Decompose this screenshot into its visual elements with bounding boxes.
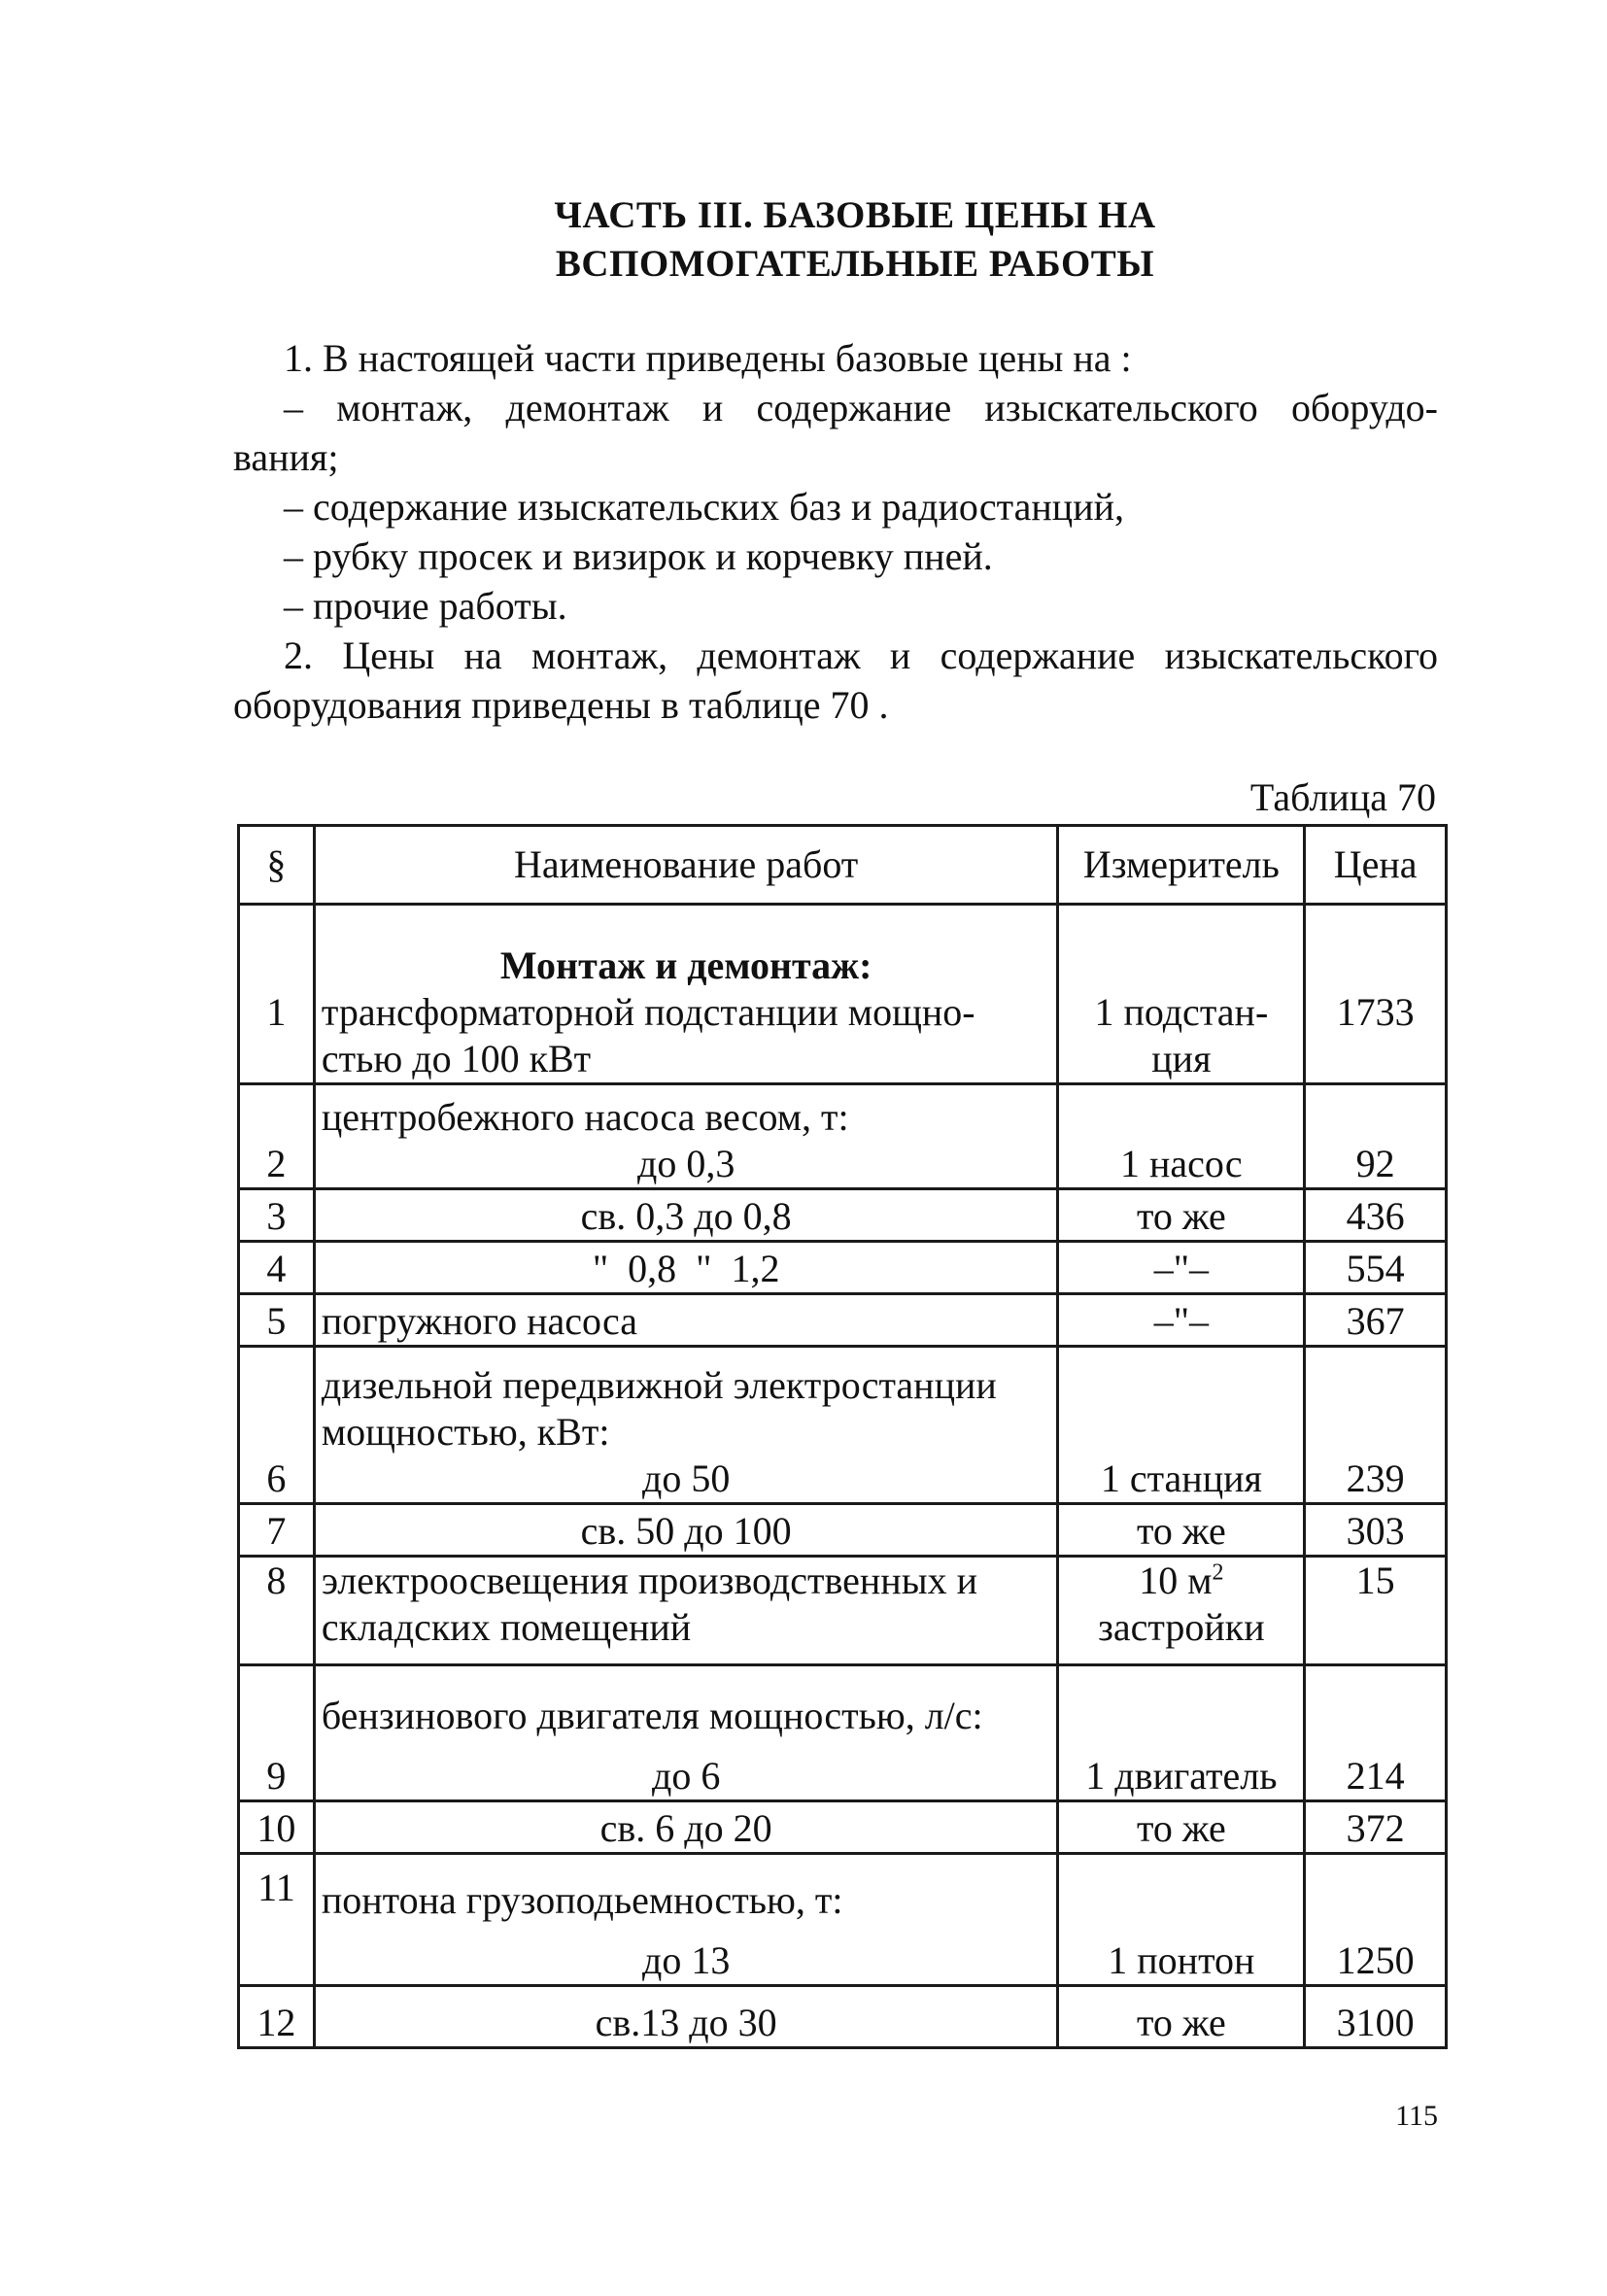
section-heading-line-1: ЧАСТЬ III. БАЗОВЫЕ ЦЕНЫ НА [554,194,1156,236]
intro-line-4: – содержание изыскательских баз и радиостанций, [284,485,1124,529]
row-num: 9 [239,1665,315,1801]
intro-line-3: вания; [233,435,339,479]
table-row [239,1801,1447,1854]
row-price: 1733 [1305,905,1447,1084]
row-price: 3100 [1305,1986,1447,2048]
row-num: 3 [239,1189,315,1242]
row-price: 303 [1305,1504,1447,1557]
row-unit: то же [1058,1801,1305,1854]
row-price: 214 [1305,1665,1447,1801]
table-row [239,1557,1447,1665]
table-row [239,1242,1447,1294]
row-price: 239 [1305,1347,1447,1504]
row-num: 4 [239,1242,315,1294]
price-table [237,824,1448,2049]
page-number: 115 [1395,2100,1438,2132]
row-unit: 1 насос [1058,1084,1305,1189]
row-name: св. 0,3 до 0,8 [314,1189,1058,1242]
row-unit: 1 подстан- ция [1058,905,1305,1084]
table-row [239,1189,1447,1242]
table-row [239,1986,1447,2048]
intro-line-8: оборудования приведены в таблице 70 . [233,683,889,727]
row-num: 7 [239,1504,315,1557]
row-num: 10 [239,1801,315,1854]
row-price: 372 [1305,1801,1447,1854]
row-name: центробежного насоса весом, т: до 0,3 [314,1084,1058,1189]
row-name: св. 6 до 20 [314,1801,1058,1854]
table-row [239,1084,1447,1189]
row-unit: 1 станция [1058,1347,1305,1504]
section-heading-line-2: ВСПОМОГАТЕЛЬНЫЕ РАБОТЫ [555,243,1155,285]
row-name: погружного насоса [314,1294,1058,1347]
row-price: 436 [1305,1189,1447,1242]
section-title: Монтаж и демонтаж: [499,943,872,987]
intro-line-5: – рубку просек и визирок и корчевку пней. [284,534,993,578]
row-num: 5 [239,1294,315,1347]
row-unit: –"– [1058,1242,1305,1294]
row-num: 8 [239,1557,315,1665]
row-price: 15 [1305,1557,1447,1665]
intro-text [233,333,1438,730]
row-name: Монтаж и демонтаж: трансформаторной подстанции мощно- стью до 100 кВт [314,905,1058,1084]
row-price: 554 [1305,1242,1447,1294]
row-name: дизельной передвижной электростанции мощностью, кВт: до 50 [314,1347,1058,1504]
header-work-name: Наименование работ [314,826,1058,905]
row-unit: то же [1058,1986,1305,2048]
table-caption: Таблица 70 [1249,775,1436,819]
row-num: 6 [239,1347,315,1504]
row-price: 92 [1305,1084,1447,1189]
table-row [239,1294,1447,1347]
row-unit: то же [1058,1189,1305,1242]
header-price: Цена [1305,826,1447,905]
row-name: св.13 до 30 [314,1986,1058,2048]
header-section-symbol: § [239,826,315,905]
table-row [239,1665,1447,1801]
row-name: бензинового двигателя мощностью, л/с: до 6 [314,1665,1058,1801]
row-name: св. 50 до 100 [314,1504,1058,1557]
row-num: 2 [239,1084,315,1189]
row-name: понтона грузоподьемностью, т: до 13 [314,1854,1058,1986]
intro-line-1: 1. В настоящей части приведены базовые цены на : [284,336,1132,380]
row-name: электроосвещения производственных и складских помещений [314,1557,1058,1665]
row-unit: 1 понтон [1058,1854,1305,1986]
header-unit: Измеритель [1058,826,1305,905]
row-price: 367 [1305,1294,1447,1347]
intro-line-6: – прочие работы. [284,584,567,628]
row-unit: 1 двигатель [1058,1665,1305,1801]
table-row [239,905,1447,1084]
table-row [239,1347,1447,1504]
intro-line-2: – монтаж, демонтаж и содержание изыскательского оборудо- [284,386,1438,429]
row-num: 1 [239,905,315,1084]
table-header-row [239,826,1447,905]
table-row [239,1854,1447,1986]
row-num: 11 [239,1854,315,1986]
row-name: " 0,8 " 1,2 [314,1242,1058,1294]
row-unit: 10 $м^2$ застройки [1058,1557,1305,1665]
intro-line-7: 2. Цены на монтаж, демонтаж и содержание изыскательского [284,634,1438,677]
row-unit: –"– [1058,1294,1305,1347]
row-unit: то же [1058,1504,1305,1557]
row-price: 1250 [1305,1854,1447,1986]
table-row [239,1504,1447,1557]
row-num: 12 [239,1986,315,2048]
